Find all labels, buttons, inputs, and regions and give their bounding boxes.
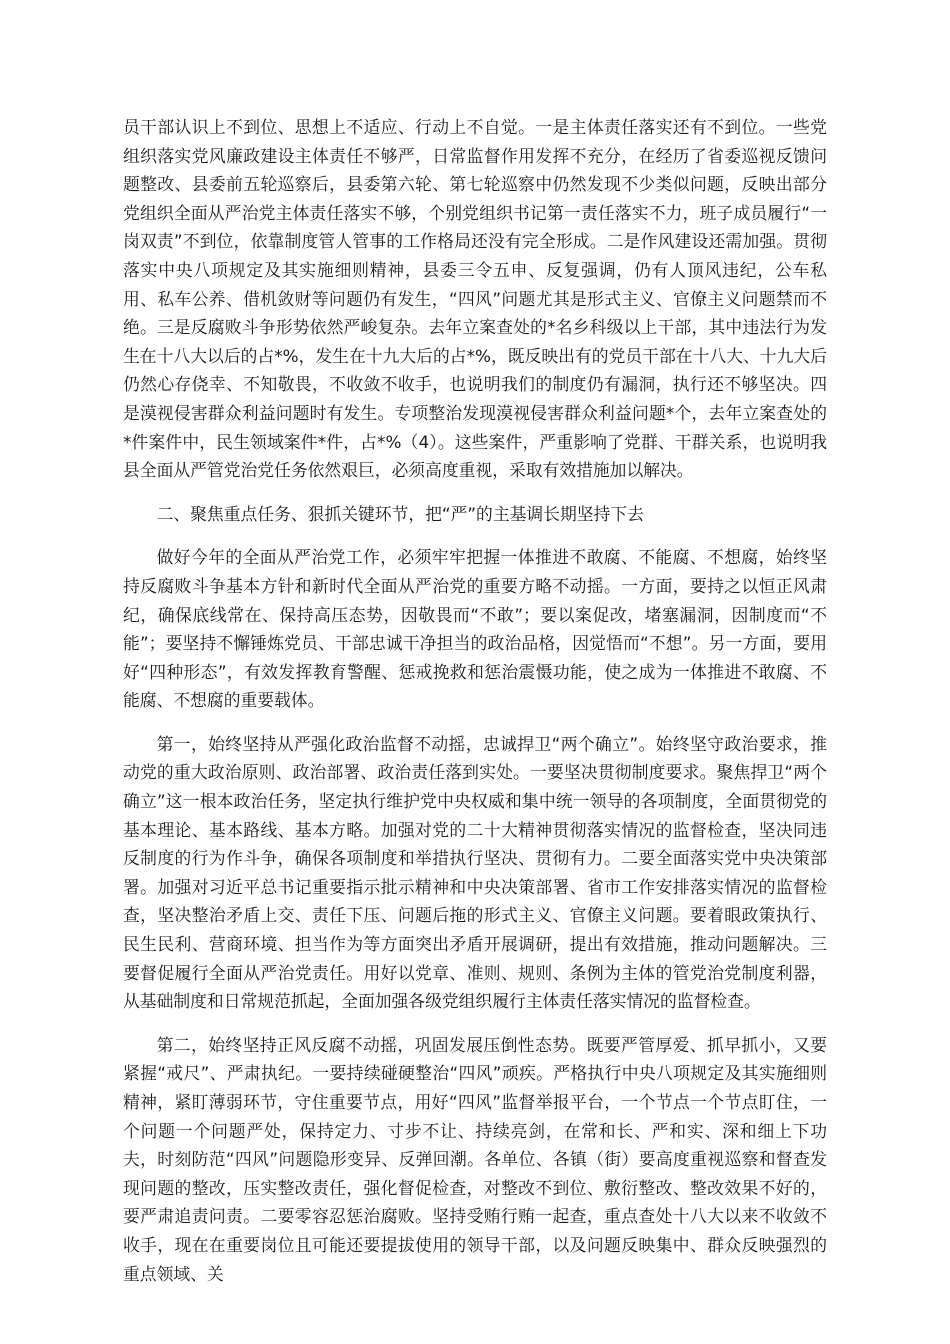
body-paragraph: 第一，始终坚持从严强化政治监督不动摇，忠诚捍卫“两个确立”。始终坚守政治要求，推动党的重大政治原则、政治部署、政治责任落到实处。一要坚决贯彻制度要求。聚焦捍卫“两个确立”这一根本政治任务，坚定执行维护党中央权威和集中统一领导的各项制度，全面贯彻党的基本理论、基本路线、基本方略。加强对党的二十大精神贯彻落实情况的监督检查，坚决同违反制度的行为作斗争，确保各项制度和举措执行坚决、贯彻有力。二要全面落实党中央决策部署。加强对习近平总书记重要指示批示精神和中央决策部署、省市工作安排落实情况的监督检查，坚决整治矛盾上交、责任下压、问题后拖的形式主义、官僚主义问题。要着眼政策执行、民生民利、营商环境、担当作为等方面突出矛盾开展调研，提出有效措施，推动问题解决。三要督促履行全面从严治党责任。用好以党章、准则、规则、条例为主体的管党治党制度利器，从基础制度和日常规范抓起，全面加强各级党组织履行主体责任落实情况的监督检查。 — [123, 733, 827, 1012]
document-page — [123, 113, 827, 1288]
body-paragraph: 员干部认识上不到位、思想上不适应、行动上不自觉。一是主体责任落实还有不到位。一些党组织落实党风廉政建设主体责任不够严，日常监督作用发挥不充分，在经历了省委巡视反馈问题整改、县委前五轮巡察后，县委第六轮、第七轮巡察中仍然发现不少类似问题，反映出部分党组织全面从严治党主体责任落实不够，个别党组织书记第一责任落实不力，班子成员履行“一岗双责”不到位，依靠制度管人管事的工作格局还没有完全形成。二是作风建设还需加强。贯彻落实中央八项规定及其实施细则精神，县委三令五申、反复强调，仍有人顶风违纪，公车私用、私车公养、借机敛财等问题仍有发生，“四风”问题尤其是形式主义、官僚主义问题禁而不绝。三是反腐败斗争形势依然严峻复杂。去年立案查处的*名乡科级以上干部，其中违法行为发生在十八大以后的占*%，发生在十九大后的占*%，既反映出有的党员干部在十八大、十九大后仍然心存侥幸、不知敬畏，不收敛不收手，也说明我们的制度仍有漏洞，执行还不够坚决。四是漠视侵害群众利益问题时有发生。专项整治发现漠视侵害群众利益问题*个，去年立案查处的*件案件中，民生领域案件*件，占*%（4）。这些案件，严重影响了党群、干群关系，也说明我县全面从严管党治党任务依然艰巨，必须高度重视，采取有效措施加以解决。 — [123, 117, 827, 481]
body-paragraph: 第二，始终坚持正风反腐不动摇，巩固发展压倒性态势。既要严管厚爱、抓早抓小，又要紧握“戒尺”、严肃执纪。一要持续碰硬整治“四风”顽疾。严格执行中央八项规定及其实施细则精神，紧盯薄弱环节，守住重要节点，用好“四风”监督举报平台，一个节点一个节点盯住，一个问题一个问题严处，保持定力、寸步不让、持续亮剑，在常和长、严和实、深和细上下功夫，时刻防范“四风”问题隐形变异、反弹回潮。各单位、各镇（街）要高度重视巡察和督查发现问题的整改，压实整改责任，强化督促检查，对整改不到位、敷衍整改、整改效果不好的，要严肃追责问责。二要零容忍惩治腐败。坚持受贿行贿一起查，重点查处十八大以来不收敛不收手，现在在重要岗位且可能还要提拔使用的领导干部，以及问题反映集中、群众反映强烈的重点领域、关 — [123, 1034, 827, 1284]
section-heading: 二、聚焦重点任务、狠抓关键环节，把“严”的主基调长期坚持下去 — [156, 503, 644, 524]
body-paragraph: 做好今年的全面从严治党工作，必须牢牢把握一体推进不敢腐、不能腐、不想腐，始终坚持反腐败斗争基本方针和新时代全面从严治党的重要方略不动摇。一方面，要持之以恒正风肃纪，确保底线常在、保持高压态势，因敬畏而“不敢”；要以案促改，堵塞漏洞，因制度而“不能”；要坚持不懈锤炼党员、干部忠诚干净担当的政治品格，因觉悟而“不想”。另一方面，要用好“四种形态”，有效发挥教育警醒、惩戒挽救和惩治震慑功能，使之成为一体推进不敢腐、不能腐、不想腐的重要载体。 — [123, 547, 827, 711]
